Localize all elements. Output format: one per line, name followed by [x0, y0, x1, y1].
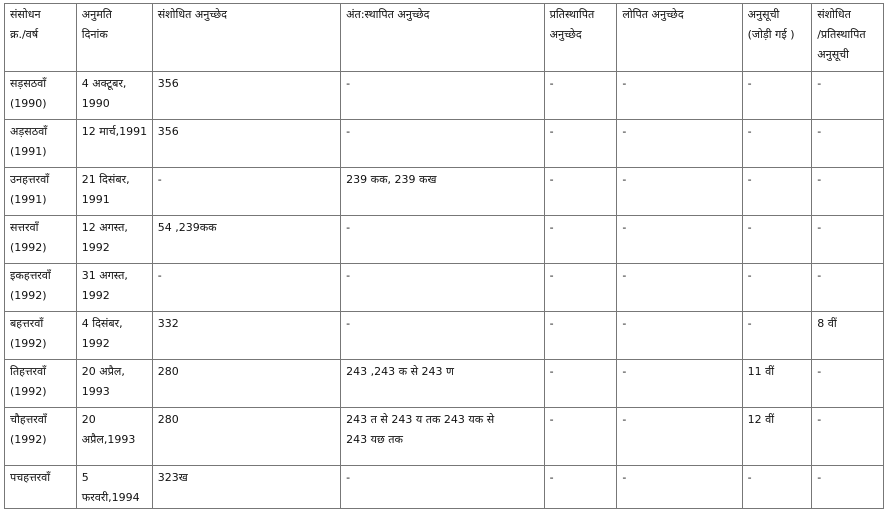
- amendment-cell: बहत्तरवाँ (1992): [5, 312, 77, 360]
- amended-cell: 280: [152, 408, 340, 466]
- omitted-cell: -: [617, 360, 742, 408]
- inserted-cell: -: [341, 264, 544, 312]
- date-cell: 5 फरवरी,1994: [76, 466, 152, 509]
- inserted-cell: -: [341, 72, 544, 120]
- substituted-cell: -: [544, 408, 617, 466]
- date-cell: 31 अगस्त, 1992: [76, 264, 152, 312]
- amended-cell: 356: [152, 120, 340, 168]
- schedule-amended-cell: -: [812, 216, 884, 264]
- inserted-cell: -: [341, 216, 544, 264]
- table-row: [5, 264, 884, 312]
- omitted-cell: -: [617, 312, 742, 360]
- date-cell: 20 अप्रैल, 1993: [76, 360, 152, 408]
- inserted-cell: -: [341, 312, 544, 360]
- schedule-amended-cell: -: [812, 120, 884, 168]
- header-schedule-amended: संशोधित /प्रतिस्थापित अनुसूची: [812, 4, 884, 72]
- schedule-added-cell: -: [742, 168, 812, 216]
- schedule-added-cell: -: [742, 264, 812, 312]
- schedule-amended-cell: -: [812, 168, 884, 216]
- amended-cell: 280: [152, 360, 340, 408]
- omitted-cell: -: [617, 466, 742, 509]
- inserted-cell: 239 कक, 239 कख: [341, 168, 544, 216]
- substituted-cell: -: [544, 72, 617, 120]
- schedule-added-cell: -: [742, 216, 812, 264]
- omitted-cell: -: [617, 72, 742, 120]
- omitted-cell: -: [617, 408, 742, 466]
- schedule-added-cell: -: [742, 72, 812, 120]
- amendment-cell: पचहत्तरवाँ: [5, 466, 77, 509]
- schedule-amended-cell: 8 वीं: [812, 312, 884, 360]
- amended-cell: 323ख: [152, 466, 340, 509]
- header-amendment-number: संसोधन क्र./वर्ष: [5, 4, 77, 72]
- substituted-cell: -: [544, 360, 617, 408]
- amendment-cell: तिहत्तरवाँ (1992): [5, 360, 77, 408]
- inserted-cell: 243 ,243 क से 243 ण: [341, 360, 544, 408]
- inserted-cell: 243 त से 243 य तक 243 यक से 243 यछ तक: [341, 408, 544, 466]
- substituted-cell: -: [544, 120, 617, 168]
- table-row: [5, 168, 884, 216]
- header-assent-date: अनुमति दिनांक: [76, 4, 152, 72]
- amended-cell: 356: [152, 72, 340, 120]
- date-cell: 12 अगस्त, 1992: [76, 216, 152, 264]
- table-row: [5, 360, 884, 408]
- amended-cell: -: [152, 168, 340, 216]
- substituted-cell: -: [544, 312, 617, 360]
- schedule-added-cell: 12 वीं: [742, 408, 812, 466]
- amended-cell: 332: [152, 312, 340, 360]
- date-cell: 20 अप्रैल,1993: [76, 408, 152, 466]
- amendment-cell: इकहत्तरवाँ (1992): [5, 264, 77, 312]
- header-omitted-articles: लोपित अनुच्छेद: [617, 4, 742, 72]
- inserted-cell: -: [341, 466, 544, 509]
- amended-cell: 54 ,239कक: [152, 216, 340, 264]
- substituted-cell: -: [544, 466, 617, 509]
- table-row: [5, 120, 884, 168]
- schedule-added-cell: -: [742, 312, 812, 360]
- omitted-cell: -: [617, 120, 742, 168]
- schedule-added-cell: -: [742, 466, 812, 509]
- table-row: [5, 312, 884, 360]
- amendments-table: [4, 3, 884, 509]
- schedule-amended-cell: -: [812, 466, 884, 509]
- amendments-page: [4, 3, 884, 509]
- substituted-cell: -: [544, 168, 617, 216]
- header-inserted-articles: अंत:स्थापित अनुच्छेद: [341, 4, 544, 72]
- amendment-cell: सत्तरवाँ (1992): [5, 216, 77, 264]
- schedule-amended-cell: -: [812, 408, 884, 466]
- schedule-added-cell: -: [742, 120, 812, 168]
- amendment-cell: चौहत्तरवाँ (1992): [5, 408, 77, 466]
- schedule-amended-cell: -: [812, 360, 884, 408]
- date-cell: 21 दिसंबर, 1991: [76, 168, 152, 216]
- amendment-cell: उनहत्तरवाँ (1991): [5, 168, 77, 216]
- schedule-amended-cell: -: [812, 264, 884, 312]
- amendment-cell: सड़सठवाँ (1990): [5, 72, 77, 120]
- date-cell: 12 मार्च,1991: [76, 120, 152, 168]
- omitted-cell: -: [617, 264, 742, 312]
- date-cell: 4 अक्टूबर, 1990: [76, 72, 152, 120]
- omitted-cell: -: [617, 168, 742, 216]
- substituted-cell: -: [544, 216, 617, 264]
- date-cell: 4 दिसंबर, 1992: [76, 312, 152, 360]
- schedule-added-cell: 11 वीं: [742, 360, 812, 408]
- inserted-cell: -: [341, 120, 544, 168]
- omitted-cell: -: [617, 216, 742, 264]
- table-row: [5, 466, 884, 509]
- header-substituted-articles: प्रतिस्थापित अनुच्छेद: [544, 4, 617, 72]
- header-amended-articles: संशोधित अनुच्छेद: [152, 4, 340, 72]
- table-row: [5, 72, 884, 120]
- table-row: [5, 216, 884, 264]
- header-schedule-added: अनुसूची (जोड़ी गई ): [742, 4, 812, 72]
- table-header-row: [5, 4, 884, 72]
- amendment-cell: अड़सठवाँ (1991): [5, 120, 77, 168]
- substituted-cell: -: [544, 264, 617, 312]
- table-row: [5, 408, 884, 466]
- schedule-amended-cell: -: [812, 72, 884, 120]
- amended-cell: -: [152, 264, 340, 312]
